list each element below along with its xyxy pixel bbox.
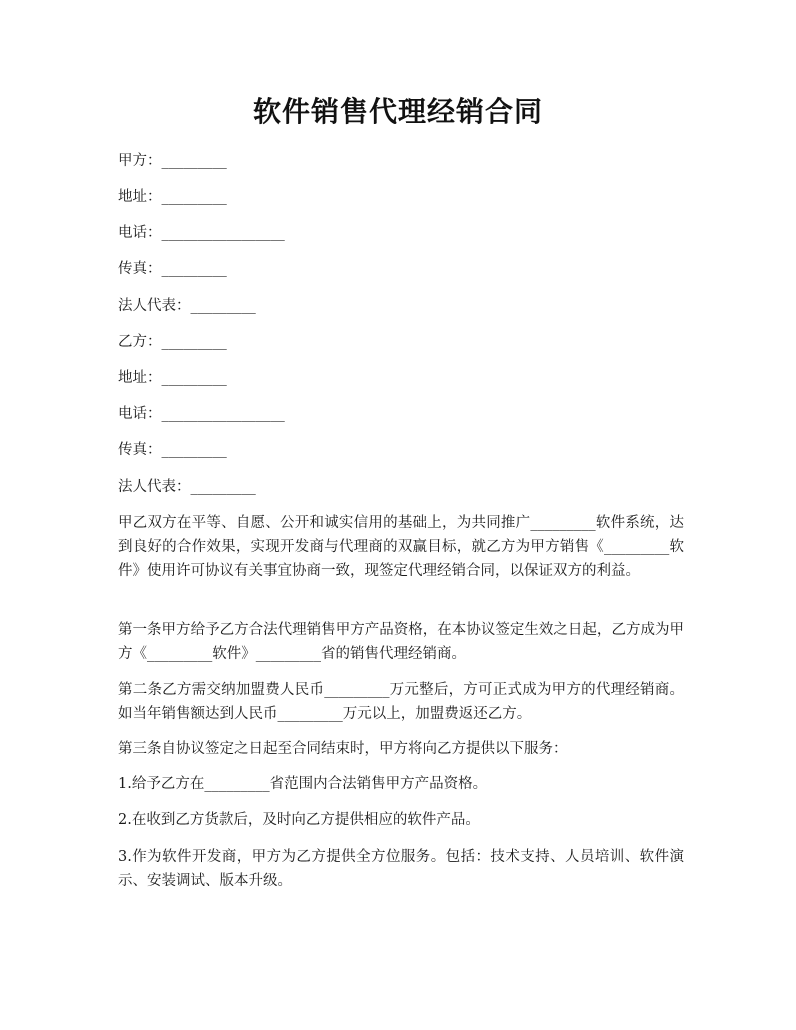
article-2-paragraph: 第二条乙方需交纳加盟费人民币_________万元整后，方可正式成为甲方的代理经销商。如当年销售额达到人民币_________万元以上，加盟费返还乙方。	[118, 682, 684, 722]
party-b-legal-rep-field: 法人代表：_________	[118, 479, 256, 495]
preamble-paragraph: 甲乙双方在平等、自愿、公开和诚实信用的基础上，为共同推广_________软件系统，达到良好的合作效果，实现开发商与代理商的双赢目标，就乙方为甲方销售《_________软件》使用许可协议有关事宜协商一致，现签定代理经销合同，以保证双方的利益。	[118, 515, 684, 579]
article-3-paragraph: 第三条自协议签定之日起至合同结束时，甲方将向乙方提供以下服务：	[118, 741, 568, 757]
service-item-2: 2.在收到乙方货款后，及时向乙方提供相应的软件产品。	[118, 812, 480, 828]
article-1-paragraph: 第一条甲方给予乙方合法代理销售甲方产品资格，在本协议签定生效之日起，乙方成为甲方《_________软件》_________省的销售代理经销商。	[118, 622, 684, 662]
party-a-legal-rep-field: 法人代表：_________	[118, 298, 256, 314]
service-item-1: 1.给予乙方在_________省范围内合法销售甲方产品资格。	[118, 776, 488, 792]
document-title: 软件销售代理经销合同	[252, 95, 543, 128]
party-b-phone-field: 电话：_________________	[118, 406, 285, 422]
party-a-address-field: 地址：_________	[118, 189, 227, 205]
party-b-fax-field: 传真：_________	[118, 442, 227, 458]
service-item-3: 3.作为软件开发商，甲方为乙方提供全方位服务。包括：技术支持、人员培训、软件演示、安装调试、版本升级。	[118, 849, 684, 889]
party-b-address-field: 地址：_________	[118, 370, 227, 386]
party-b-name-field: 乙方：_________	[118, 334, 227, 350]
party-a-name-field: 甲方：_________	[118, 153, 227, 169]
party-a-fax-field: 传真：_________	[118, 261, 227, 277]
party-a-phone-field: 电话：_________________	[118, 225, 285, 241]
